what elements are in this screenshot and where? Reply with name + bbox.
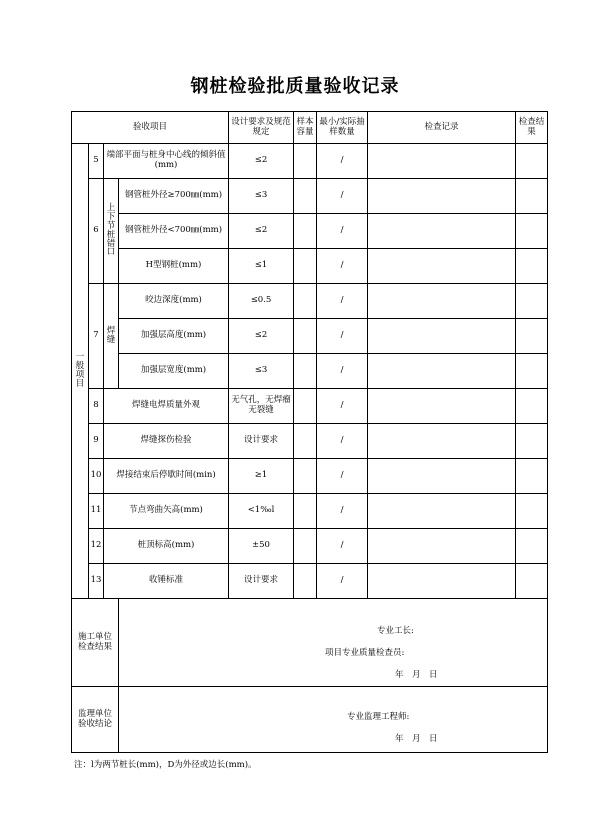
result-cell[interactable] — [516, 319, 548, 354]
result-cell[interactable] — [516, 354, 548, 389]
row-name: 节点弯曲矢高(mm) — [104, 494, 229, 529]
record-cell[interactable] — [368, 459, 516, 494]
sample-cell[interactable] — [294, 319, 317, 354]
sample-cell[interactable] — [294, 179, 317, 214]
row-no: 9 — [89, 424, 104, 459]
row-name: 桩顶标高(mm) — [104, 529, 229, 564]
record-cell[interactable] — [368, 214, 516, 249]
row-requirement: ≤3 — [229, 354, 294, 389]
group-label: 上下节桩错口 — [106, 202, 116, 258]
supervision-sign-area[interactable] — [119, 687, 548, 753]
min-sample-cell[interactable]: / — [317, 249, 368, 284]
min-sample-cell[interactable]: / — [317, 424, 368, 459]
footnote: 注：l为两节桩长(mm)，D为外径或边长(mm)。 — [74, 760, 257, 770]
row-no: 10 — [89, 459, 104, 494]
min-sample-cell[interactable]: / — [317, 319, 368, 354]
row-no: 11 — [89, 494, 104, 529]
row-requirement: ≤1 — [229, 249, 294, 284]
page-title: 钢桩检验批质量验收记录 — [190, 76, 400, 97]
group-label: 焊缝 — [106, 325, 116, 345]
supervising-engineer-label: 专业监理工程师: — [347, 712, 410, 722]
header-design: 设计要求及规范规定 — [229, 112, 294, 144]
result-cell[interactable] — [516, 389, 548, 424]
row-name: H型钢桩(mm) — [119, 249, 229, 284]
sample-cell[interactable] — [294, 284, 317, 319]
result-cell[interactable] — [516, 459, 548, 494]
construction-date: 年 月 日 — [395, 670, 438, 680]
row-name: 焊缝电焊质量外观 — [104, 389, 229, 424]
table-row — [72, 284, 548, 319]
construction-row — [72, 599, 548, 687]
result-cell[interactable] — [516, 529, 548, 564]
record-cell[interactable] — [368, 529, 516, 564]
row-requirement: ≤3 — [229, 179, 294, 214]
record-cell[interactable] — [368, 144, 516, 179]
table-row — [72, 459, 548, 494]
group-cell — [104, 284, 119, 389]
row-requirement: ≤2 — [229, 214, 294, 249]
min-sample-cell[interactable]: / — [317, 494, 368, 529]
table-row — [72, 214, 548, 249]
header-sample: 样本容量 — [294, 112, 317, 144]
record-cell[interactable] — [368, 424, 516, 459]
table-row — [72, 424, 548, 459]
sample-cell[interactable] — [294, 424, 317, 459]
row-name: 收锤标准 — [104, 564, 229, 599]
supervision-row — [72, 687, 548, 753]
row-no: 7 — [89, 284, 104, 389]
min-sample-cell[interactable]: / — [317, 354, 368, 389]
quality-inspector-label: 项目专业质量检查员: — [325, 648, 405, 658]
supervision-label: 监理单位验收结论 — [72, 687, 119, 753]
row-name: 焊缝探伤检验 — [104, 424, 229, 459]
supervision-date: 年 月 日 — [395, 734, 438, 744]
row-no: 8 — [89, 389, 104, 424]
sample-cell[interactable] — [294, 494, 317, 529]
row-no: 5 — [89, 144, 104, 179]
row-name: 端部平面与桩身中心线的倾斜值(mm) — [104, 144, 229, 179]
min-sample-cell[interactable]: / — [317, 144, 368, 179]
foreman-label: 专业工长: — [377, 626, 414, 636]
record-cell[interactable] — [368, 494, 516, 529]
construction-label: 施工单位检查结果 — [72, 599, 119, 687]
table-row — [72, 389, 548, 424]
result-cell[interactable] — [516, 249, 548, 284]
row-name: 加强层宽度(mm) — [119, 354, 229, 389]
result-cell[interactable] — [516, 564, 548, 599]
min-sample-cell[interactable]: / — [317, 179, 368, 214]
row-requirement: 无气孔，无焊瘤无裂缝 — [229, 389, 294, 424]
min-sample-cell[interactable]: / — [317, 529, 368, 564]
header-result: 检查结果 — [516, 112, 548, 144]
header-record: 检查记录 — [368, 112, 516, 144]
row-requirement: <1‰l — [229, 494, 294, 529]
record-cell[interactable] — [368, 354, 516, 389]
construction-sign-area[interactable] — [119, 599, 548, 687]
row-requirement: ≤2 — [229, 144, 294, 179]
row-no: 13 — [89, 564, 104, 599]
category-label: 一般项目 — [75, 351, 85, 389]
min-sample-cell[interactable]: / — [317, 459, 368, 494]
row-requirement: ≤0.5 — [229, 284, 294, 319]
result-cell[interactable] — [516, 494, 548, 529]
row-no: 6 — [89, 179, 104, 284]
row-name: 焊接结束后停歇时间(min) — [104, 459, 229, 494]
table-row — [72, 354, 548, 389]
table-row — [72, 564, 548, 599]
result-cell[interactable] — [516, 144, 548, 179]
row-requirement: 设计要求 — [229, 564, 294, 599]
sample-cell[interactable] — [294, 144, 317, 179]
result-cell[interactable] — [516, 214, 548, 249]
record-cell[interactable] — [368, 249, 516, 284]
row-requirement: 设计要求 — [229, 424, 294, 459]
record-cell[interactable] — [368, 564, 516, 599]
row-requirement: ≤2 — [229, 319, 294, 354]
sample-cell[interactable] — [294, 354, 317, 389]
header-row — [72, 112, 548, 144]
table-row — [72, 179, 548, 214]
row-name: 钢管桩外径≥700㎜(mm) — [119, 179, 229, 214]
min-sample-cell[interactable]: / — [317, 214, 368, 249]
min-sample-cell[interactable]: / — [317, 564, 368, 599]
sample-cell[interactable] — [294, 249, 317, 284]
sample-cell[interactable] — [294, 214, 317, 249]
sample-cell[interactable] — [294, 389, 317, 424]
row-name: 钢管桩外径<700㎜(mm) — [119, 214, 229, 249]
sample-cell[interactable] — [294, 529, 317, 564]
result-cell[interactable] — [516, 179, 548, 214]
result-cell[interactable] — [516, 284, 548, 319]
row-name: 加强层高度(mm) — [119, 319, 229, 354]
record-cell[interactable] — [368, 284, 516, 319]
row-no: 12 — [89, 529, 104, 564]
category-cell — [72, 144, 89, 599]
row-name: 咬边深度(mm) — [119, 284, 229, 319]
table-row — [72, 494, 548, 529]
header-min-sample: 最小/实际抽样数量 — [317, 112, 368, 144]
record-cell[interactable] — [368, 389, 516, 424]
table-row — [72, 319, 548, 354]
min-sample-cell[interactable]: / — [317, 284, 368, 319]
group-cell — [104, 179, 119, 284]
table-row — [72, 249, 548, 284]
table-row — [72, 529, 548, 564]
sample-cell[interactable] — [294, 459, 317, 494]
record-cell[interactable] — [368, 179, 516, 214]
row-requirement: ±50 — [229, 529, 294, 564]
table-row — [72, 144, 548, 179]
header-item: 验收项目 — [72, 112, 229, 144]
record-cell[interactable] — [368, 319, 516, 354]
result-cell[interactable] — [516, 424, 548, 459]
inspection-table — [71, 111, 548, 753]
row-requirement: ≥1 — [229, 459, 294, 494]
min-sample-cell[interactable]: / — [317, 389, 368, 424]
sample-cell[interactable] — [294, 564, 317, 599]
